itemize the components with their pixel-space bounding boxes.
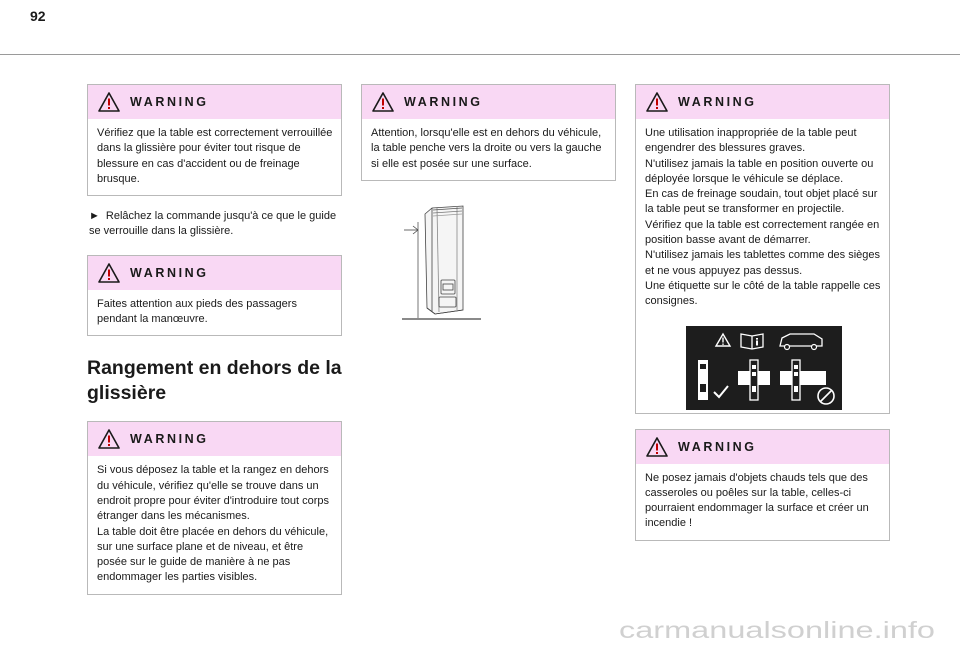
warning-text-paragraph: Faites attention aux pieds des passagers pendant la manœuvre.: [97, 297, 297, 326]
instruction-text: Relâchez la commande jusqu'à ce que le guide se verrouille dans la glissière.: [89, 210, 337, 238]
warning-text-paragraph: Ne posez jamais d'objets chauds tels que des casseroles ou poêles sur la table, celles-ci pourraient endommager la surface et créer un incendie !: [645, 471, 869, 530]
warning-title: WARNING: [678, 439, 757, 454]
warning-text-paragraph: En cas de freinage soudain, tout objet placé sur la table peut se transformer en projectile.: [645, 188, 878, 216]
table-warning-label-pictogram: [686, 326, 842, 410]
warning-text: [636, 119, 889, 318]
svg-text:carmanualsonline.info: carmanualsonline.info: [619, 617, 935, 643]
arrow-bullet: ►: [89, 210, 100, 223]
warning-title: WARNING: [130, 265, 209, 280]
warning-text: [88, 119, 341, 195]
column-3: [635, 84, 890, 541]
warning-text: [88, 290, 341, 336]
warning-header: [362, 85, 615, 119]
warning-text: [362, 119, 615, 180]
warning-title: WARNING: [130, 95, 209, 109]
warning-text: [636, 464, 889, 540]
warning-icon: [646, 92, 668, 112]
warning-header: [88, 422, 341, 456]
page-number: 92: [30, 8, 46, 24]
warning-icon: [646, 437, 668, 457]
warning-header: [88, 85, 341, 119]
warning-text-paragraph: N'utilisez jamais la table en position ouverte ou déployée lorsque le véhicule se déplace.: [645, 157, 874, 185]
table-tilt-illustration: [399, 200, 489, 324]
warning-box-tilt: [361, 84, 616, 181]
warning-icon: [98, 429, 120, 449]
instruction-step: [89, 209, 342, 240]
warning-text: [88, 456, 341, 593]
warning-box-storage: [87, 421, 342, 594]
warning-text-paragraph: N'utilisez jamais les tablettes comme des sièges et ne vous appuyez pas dessus.: [645, 249, 881, 277]
warning-title: WARNING: [130, 432, 209, 447]
warning-icon: [98, 263, 120, 283]
warning-text-paragraph: Une utilisation inappropriée de la table peut engendrer des blessures graves.: [645, 127, 857, 155]
warning-text-paragraph: Vérifiez que la table est correctement verrouillée dans la glissière pour éviter tout risque de blessure en cas d'accident ou de freinage brusque.: [97, 127, 333, 185]
warning-box-lock-table: [87, 84, 342, 196]
warning-header: [636, 85, 889, 119]
warning-box-misuse: [635, 84, 890, 414]
column-2: [361, 84, 616, 324]
warning-header: [88, 256, 341, 290]
warning-title: WARNING: [404, 95, 483, 109]
warning-title: WARNING: [678, 95, 757, 109]
warning-text-paragraph: La table doit être placée en dehors du véhicule, sur une surface plane et de niveau, et être posée sur le guide de manière à ne pas endommager les parties visibles.: [97, 525, 329, 584]
warning-text-paragraph: Une étiquette sur le côté de la table rappelle ces consignes.: [645, 279, 881, 308]
warning-icon: [372, 92, 394, 112]
header-rule: [0, 54, 960, 55]
warning-text-paragraph: Attention, lorsqu'elle est en dehors du véhicule, la table penche vers la droite ou vers la gauche si elle est posée sur une surface.: [371, 127, 602, 170]
warning-box-feet: [87, 255, 342, 337]
warning-icon: [98, 92, 120, 112]
warning-box-hot-objects: [635, 429, 890, 541]
section-heading: Rangement en dehors de la glissière: [87, 357, 342, 405]
watermark-logo: [619, 617, 935, 643]
warning-text-paragraph: Vérifiez que la table est correctement rangée en position basse avant de démarrer.: [645, 218, 880, 247]
column-1: [87, 84, 342, 595]
warning-text-paragraph: Si vous déposez la table et la rangez en dehors du véhicule, vérifiez qu'elle se trouve dans un endroit propre pour éviter d'introduire tout corps étranger dans les mécanismes.: [97, 464, 330, 523]
warning-header: [636, 430, 889, 464]
